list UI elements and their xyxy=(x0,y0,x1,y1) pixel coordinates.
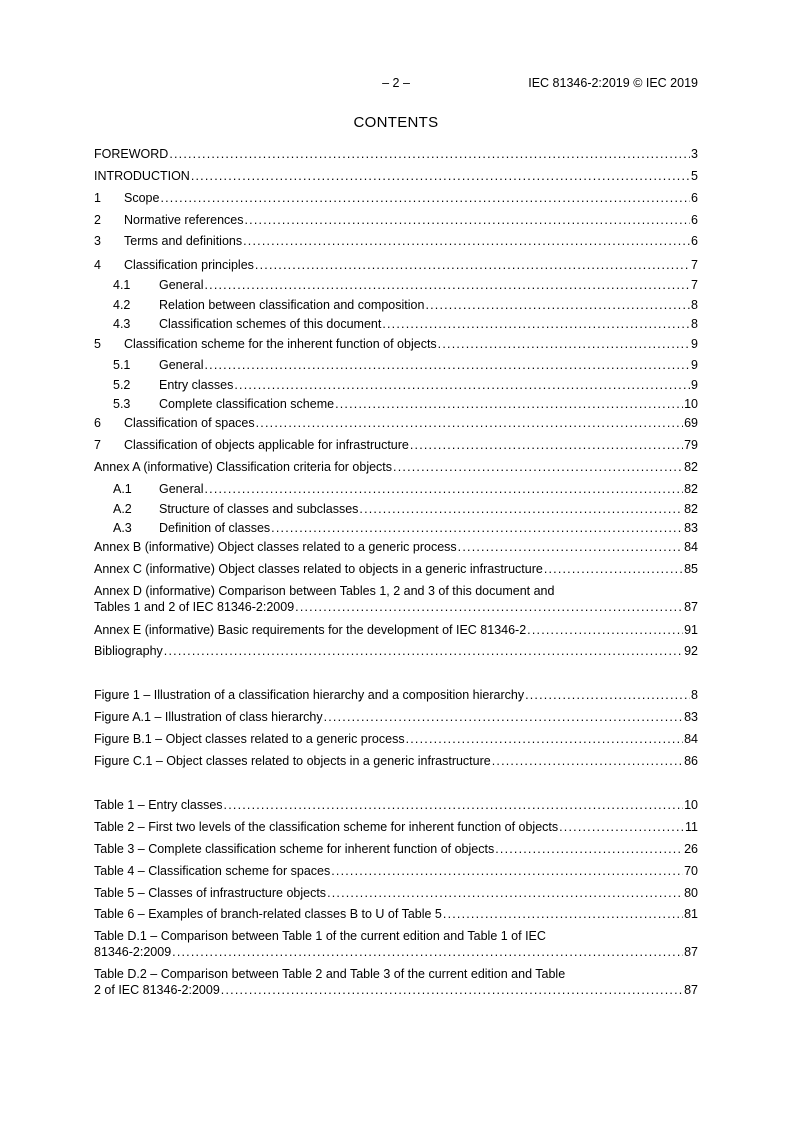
toc-entry[interactable] xyxy=(94,622,698,638)
toc-entry[interactable] xyxy=(94,459,698,475)
dot-leader xyxy=(324,709,684,725)
page-title: CONTENTS xyxy=(353,114,439,131)
dot-leader xyxy=(160,190,690,206)
toc-entry-page: 8 xyxy=(691,688,698,702)
dot-leader xyxy=(492,753,683,769)
toc-entry-number: 5.3 xyxy=(113,397,131,411)
toc-entry[interactable] xyxy=(94,731,698,747)
toc-entry-number: 1 xyxy=(94,191,101,205)
dot-leader xyxy=(243,233,690,249)
toc-entry-label: General xyxy=(159,278,204,292)
toc-entry[interactable] xyxy=(94,212,698,228)
toc-entry[interactable] xyxy=(94,797,698,813)
toc-entry-label: Annex B (informative) Object classes related to a generic process xyxy=(94,540,457,554)
toc-entry-label: INTRODUCTION xyxy=(94,169,190,183)
toc-entry[interactable] xyxy=(94,233,698,249)
dot-leader xyxy=(382,316,690,332)
toc-entry-number: 4.3 xyxy=(113,317,131,331)
toc-entry[interactable] xyxy=(94,928,698,960)
toc-entry-page: 70 xyxy=(684,864,698,878)
toc-entry-label: Figure A.1 – Illustration of class hierarchy xyxy=(94,710,323,724)
toc-entry-page: 9 xyxy=(691,337,698,351)
toc-entry-label: Classification of objects applicable for infrastructure xyxy=(124,438,409,452)
toc-entry-page: 87 xyxy=(684,945,698,959)
toc-entry-number: 4 xyxy=(94,258,101,272)
toc-entry-label: Scope xyxy=(124,191,160,205)
toc-entry-label: Tables 1 and 2 of IEC 81346-2:2009 xyxy=(94,600,295,614)
toc-entry[interactable] xyxy=(94,415,698,431)
toc-entry[interactable] xyxy=(94,277,698,293)
toc-entry-page: 81 xyxy=(684,907,698,921)
toc-entry-label: 2 of IEC 81346-2:2009 xyxy=(94,983,220,997)
toc-entry[interactable] xyxy=(94,357,698,373)
dot-leader xyxy=(295,599,683,615)
toc-entry[interactable] xyxy=(94,146,698,162)
dot-leader xyxy=(527,622,683,638)
dot-leader xyxy=(335,396,683,412)
toc-entry[interactable] xyxy=(94,377,698,393)
toc-entry-page: 85 xyxy=(684,562,698,576)
toc-entry[interactable] xyxy=(94,906,698,922)
dot-leader xyxy=(331,863,683,879)
toc-entry-page: 10 xyxy=(684,397,698,411)
toc-entry-page: 8 xyxy=(691,317,698,331)
toc-entry-page: 91 xyxy=(684,623,698,637)
toc-entry-page: 11 xyxy=(685,820,698,834)
dot-leader xyxy=(255,257,690,273)
toc-entry[interactable] xyxy=(94,561,698,577)
toc-entry-label: Structure of classes and subclasses xyxy=(159,502,359,516)
toc-entry-label: Annex C (informative) Object classes related to objects in a generic infrastructure xyxy=(94,562,543,576)
dot-leader xyxy=(458,539,683,555)
toc-entry-number: 7 xyxy=(94,438,101,452)
dot-leader xyxy=(410,437,683,453)
toc-entry-page: 87 xyxy=(684,983,698,997)
toc-entry-page: 82 xyxy=(684,460,698,474)
dot-leader xyxy=(559,819,684,835)
dot-leader xyxy=(359,501,683,517)
toc-entry-page: 80 xyxy=(684,886,698,900)
toc-entry-page: 82 xyxy=(684,482,698,496)
toc-entry-label: Complete classification scheme xyxy=(159,397,335,411)
toc-entry[interactable] xyxy=(94,966,698,998)
toc-entry-page: 86 xyxy=(684,754,698,768)
toc-entry-label: Normative references xyxy=(124,213,244,227)
toc-entry-label: Classification principles xyxy=(124,258,254,272)
dot-leader xyxy=(495,841,683,857)
toc-entry-number: 4.2 xyxy=(113,298,131,312)
toc-entry[interactable] xyxy=(94,863,698,879)
dot-leader xyxy=(234,377,690,393)
toc-entry[interactable] xyxy=(94,190,698,206)
dot-leader xyxy=(164,643,683,659)
toc-entry-label: General xyxy=(159,482,204,496)
toc-entry[interactable] xyxy=(94,257,698,273)
toc-entry[interactable] xyxy=(94,297,698,313)
dot-leader xyxy=(204,481,683,497)
toc-entry-label: Table 5 – Classes of infrastructure objects xyxy=(94,886,327,900)
toc-entry-page: 9 xyxy=(691,378,698,392)
dot-leader xyxy=(204,357,690,373)
toc-entry[interactable] xyxy=(94,841,698,857)
dot-leader xyxy=(438,336,690,352)
toc-entry[interactable] xyxy=(94,885,698,901)
dot-leader xyxy=(224,797,684,813)
toc-entry-page: 92 xyxy=(684,644,698,658)
toc-entry-number: 5 xyxy=(94,337,101,351)
dot-leader xyxy=(172,944,683,960)
toc-entry-page: 83 xyxy=(684,521,698,535)
toc-entry-label: Annex E (informative) Basic requirements for the development of IEC 81346-2 xyxy=(94,623,527,637)
page-number: – 2 – xyxy=(382,76,410,90)
toc-entry-label: Entry classes xyxy=(159,378,234,392)
toc-entry-number: 3 xyxy=(94,234,101,248)
toc-entry[interactable] xyxy=(94,501,698,517)
toc-entry-label: Table 4 – Classification scheme for spaces xyxy=(94,864,331,878)
toc-entry-page: 7 xyxy=(691,258,698,272)
toc-entry-label: Definition of classes xyxy=(159,521,271,535)
toc-entry-number: 5.1 xyxy=(113,358,131,372)
dot-leader xyxy=(256,415,683,431)
toc-entry[interactable] xyxy=(94,396,698,412)
toc-entry-label: Relation between classification and composition xyxy=(159,298,425,312)
toc-entry-label: Figure 1 – Illustration of a classification hierarchy and a composition hierarchy xyxy=(94,688,525,702)
dot-leader xyxy=(191,168,690,184)
toc-entry[interactable] xyxy=(94,168,698,184)
dot-leader xyxy=(221,982,683,998)
toc-entry-page: 6 xyxy=(691,234,698,248)
toc-entry[interactable] xyxy=(94,583,698,615)
toc-entry-label: Table 3 – Complete classification scheme for inherent function of objects xyxy=(94,842,495,856)
toc-entry[interactable] xyxy=(94,819,698,835)
toc-entry-page: 83 xyxy=(684,710,698,724)
toc-entry[interactable] xyxy=(94,687,698,703)
dot-leader xyxy=(204,277,690,293)
toc-entry[interactable] xyxy=(94,520,698,536)
toc-entry-page: 6 xyxy=(691,191,698,205)
dot-leader xyxy=(245,212,691,228)
toc-entry-page: 82 xyxy=(684,502,698,516)
toc-entry-number: 2 xyxy=(94,213,101,227)
dot-leader xyxy=(406,731,684,747)
toc-entry-number: A.3 xyxy=(113,521,132,535)
dot-leader xyxy=(271,520,683,536)
toc-entry-page: 84 xyxy=(684,732,698,746)
toc-entry[interactable] xyxy=(94,539,698,555)
toc-entry[interactable] xyxy=(94,643,698,659)
dot-leader xyxy=(327,885,683,901)
dot-leader xyxy=(169,146,690,162)
toc-entry-title-line: Table D.2 – Comparison between Table 2 and Table 3 of the current edition and Table xyxy=(94,967,566,981)
toc-entry-label: Annex A (informative) Classification criteria for objects xyxy=(94,460,393,474)
toc-entry-label: Bibliography xyxy=(94,644,163,658)
toc-entry-label: Classification of spaces xyxy=(124,416,255,430)
toc-entry-number: 6 xyxy=(94,416,101,430)
toc-entry[interactable] xyxy=(94,481,698,497)
toc-entry-page: 10 xyxy=(684,798,698,812)
toc-entry-page: 84 xyxy=(684,540,698,554)
dot-leader xyxy=(425,297,690,313)
toc-entry[interactable] xyxy=(94,316,698,332)
toc-entry-page: 69 xyxy=(684,416,698,430)
toc-entry-number: A.2 xyxy=(113,502,132,516)
document-reference: IEC 81346-2:2019 © IEC 2019 xyxy=(528,76,698,90)
toc-entry-page: 26 xyxy=(684,842,698,856)
dot-leader xyxy=(544,561,683,577)
toc-entry-page: 87 xyxy=(684,600,698,614)
toc-entry-page: 3 xyxy=(691,147,698,161)
toc-entry-number: 5.2 xyxy=(113,378,131,392)
toc-entry-page: 7 xyxy=(691,278,698,292)
toc-entry-page: 9 xyxy=(691,358,698,372)
toc-entry-page: 6 xyxy=(691,213,698,227)
toc-entry[interactable] xyxy=(94,753,698,769)
toc-entry-label: Figure B.1 – Object classes related to a generic process xyxy=(94,732,405,746)
toc-entry-number: A.1 xyxy=(113,482,132,496)
toc-entry-label: 81346-2:2009 xyxy=(94,945,172,959)
toc-entry-label: Classification schemes of this document xyxy=(159,317,382,331)
toc-entry[interactable] xyxy=(94,709,698,725)
toc-entry-label: Figure C.1 – Object classes related to objects in a generic infrastructure xyxy=(94,754,491,768)
toc-entry-title-line: Annex D (informative) Comparison between Tables 1, 2 and 3 of this document and xyxy=(94,584,555,598)
toc-entry[interactable] xyxy=(94,336,698,352)
dot-leader xyxy=(525,687,690,703)
toc-entry-number: 4.1 xyxy=(113,278,131,292)
toc-entry-label: Table 1 – Entry classes xyxy=(94,798,223,812)
dot-leader xyxy=(393,459,683,475)
toc-entry-label: Classification scheme for the inherent function of objects xyxy=(124,337,437,351)
toc-entry-label: Terms and definitions xyxy=(124,234,243,248)
toc-entry-label: General xyxy=(159,358,204,372)
toc-entry-label: Table 6 – Examples of branch-related classes B to U of Table 5 xyxy=(94,907,442,921)
dot-leader xyxy=(443,906,683,922)
toc-entry[interactable] xyxy=(94,437,698,453)
toc-entry-title-line: Table D.1 – Comparison between Table 1 of the current edition and Table 1 of IEC xyxy=(94,929,546,943)
toc-entry-page: 79 xyxy=(684,438,698,452)
toc-entry-label: Table 2 – First two levels of the classification scheme for inherent function of objects xyxy=(94,820,559,834)
toc-entry-page: 8 xyxy=(691,298,698,312)
toc-entry-label: FOREWORD xyxy=(94,147,169,161)
toc-entry-page: 5 xyxy=(691,169,698,183)
